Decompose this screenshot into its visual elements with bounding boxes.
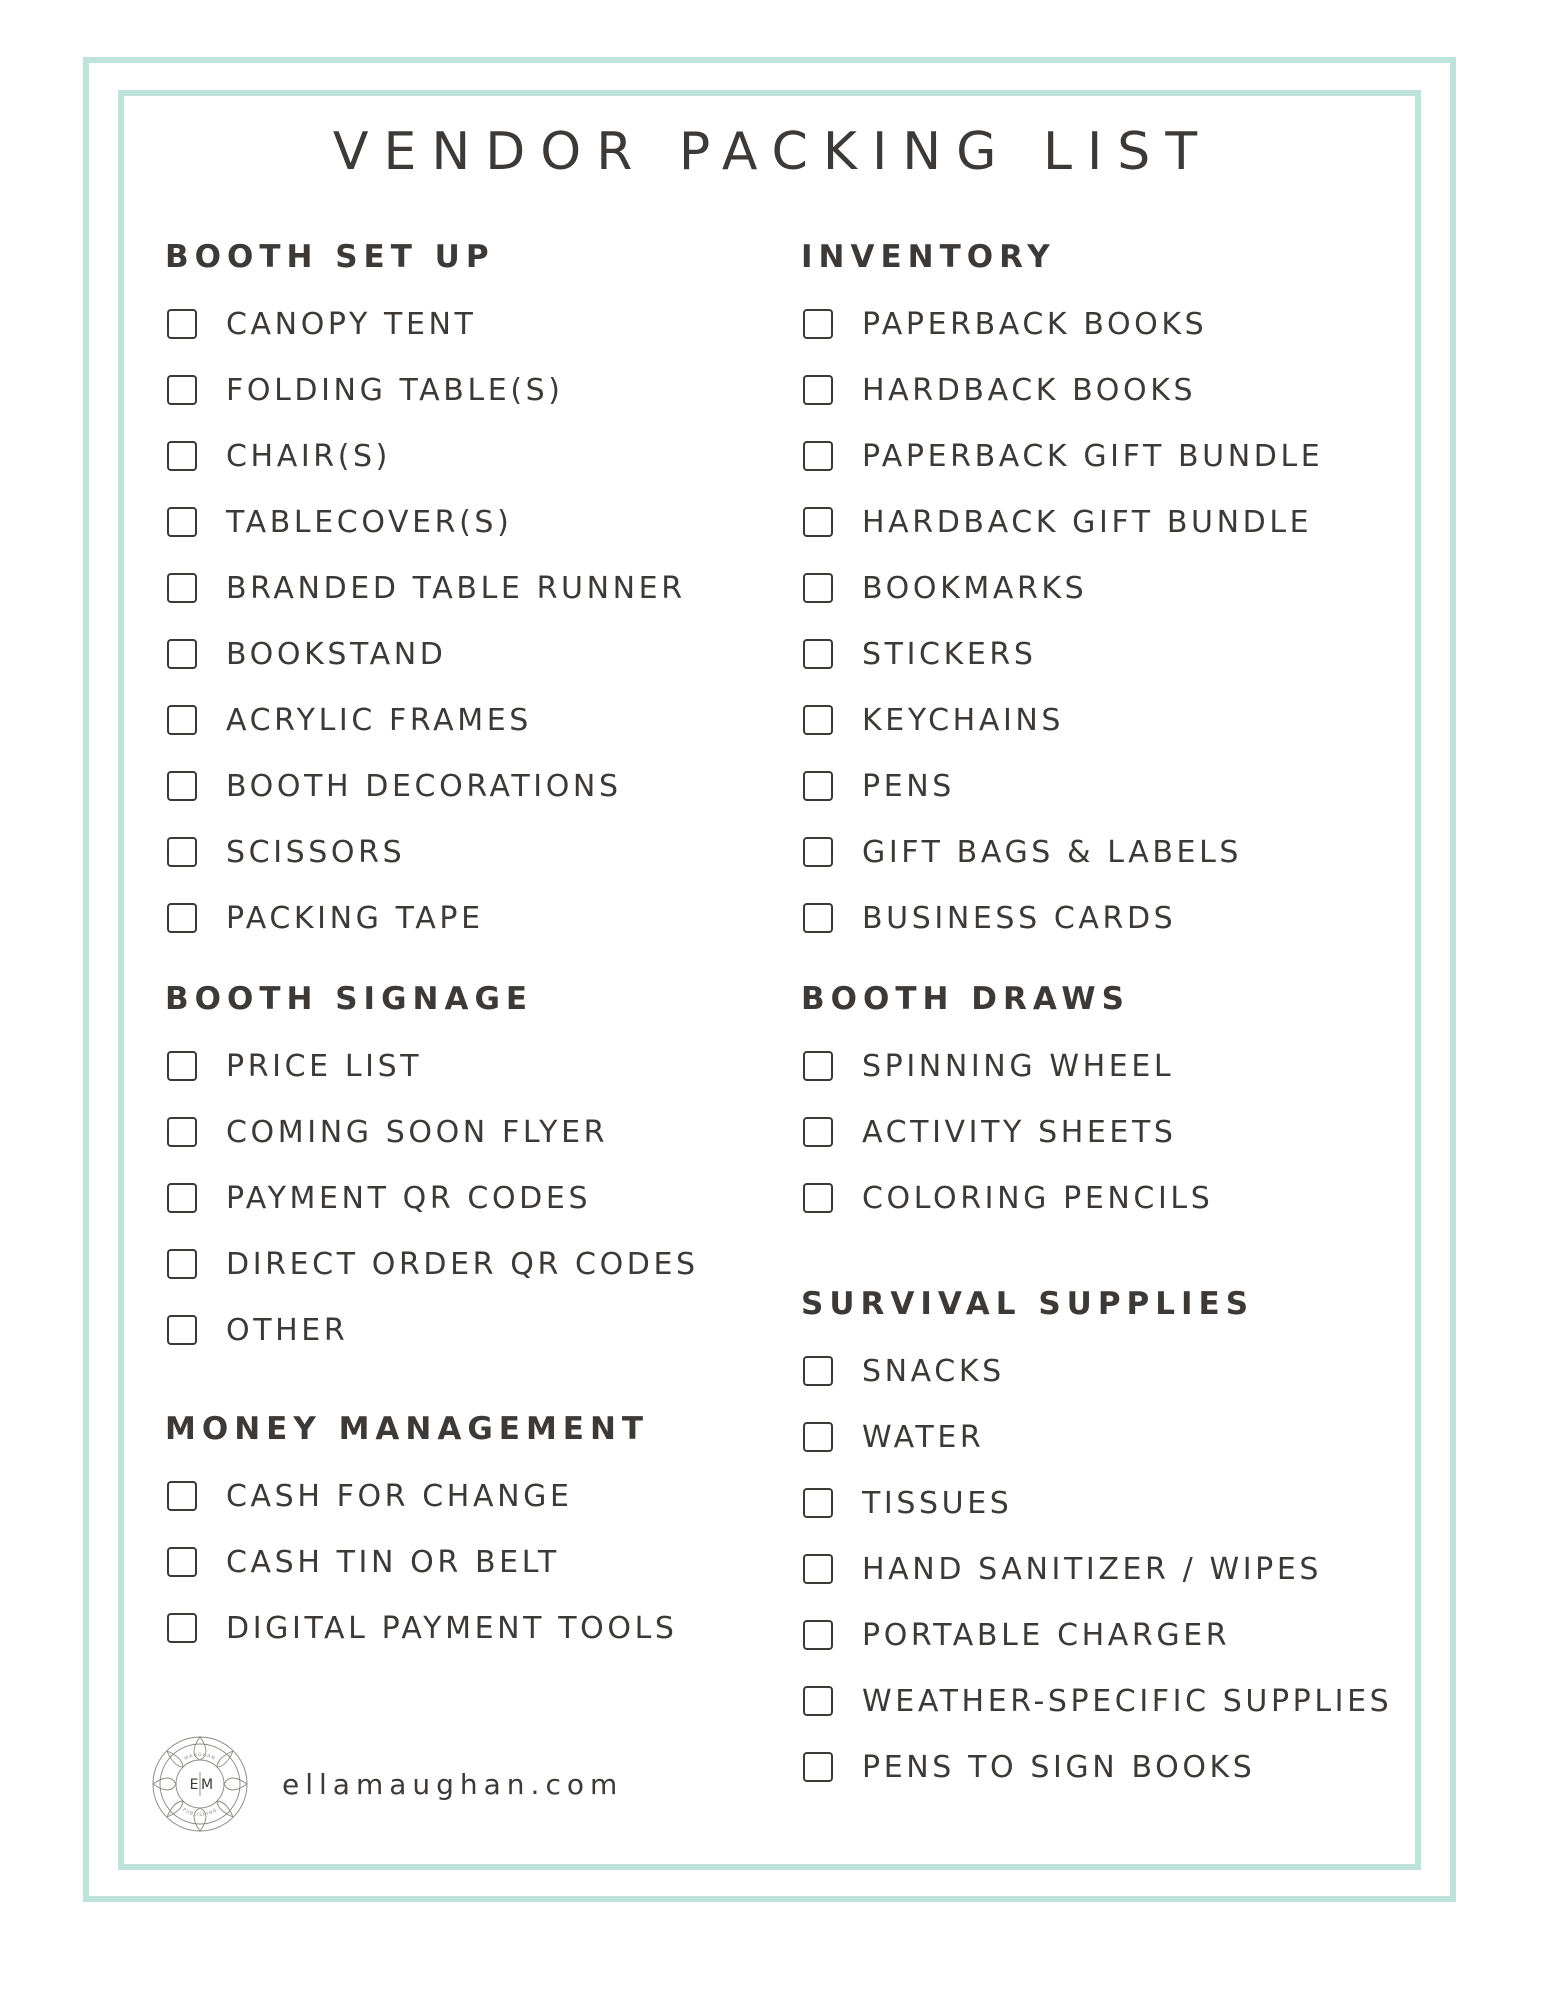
checkbox-icon[interactable]: [167, 1613, 197, 1643]
checklist-item: [801, 687, 1323, 753]
checkbox-icon[interactable]: [803, 771, 833, 801]
checkbox-icon[interactable]: [167, 1183, 197, 1213]
checklist-item: [801, 1404, 1392, 1470]
checklist-item: [165, 1165, 699, 1231]
checklist-item-label: HARDBACK GIFT BUNDLE: [862, 504, 1313, 540]
checklist-item: [801, 819, 1323, 885]
checkbox-icon[interactable]: [167, 639, 197, 669]
checkbox-icon[interactable]: [167, 507, 197, 537]
checklist-item: [801, 291, 1323, 357]
checkbox-icon[interactable]: [803, 507, 833, 537]
checkbox-icon[interactable]: [803, 1422, 833, 1452]
checkbox-icon[interactable]: [803, 1752, 833, 1782]
section-booth-signage: [165, 977, 699, 1363]
checklist-item-label: CHAIR(S): [226, 438, 391, 474]
checklist-item-label: STICKERS: [862, 636, 1037, 672]
checklist-item-label: KEYCHAINS: [862, 702, 1065, 738]
section-money-management: [165, 1407, 678, 1661]
checkbox-icon[interactable]: [803, 1117, 833, 1147]
section-booth-draws: [801, 977, 1213, 1231]
checklist-item: [165, 1595, 678, 1661]
checkbox-icon[interactable]: [167, 309, 197, 339]
checklist-item: [165, 687, 686, 753]
checkbox-icon[interactable]: [803, 1686, 833, 1716]
checkbox-icon[interactable]: [167, 573, 197, 603]
logo-initial-e: E: [189, 1777, 199, 1793]
checkbox-icon[interactable]: [167, 705, 197, 735]
checklist-item-label: CASH FOR CHANGE: [226, 1478, 573, 1514]
checklist-item-label: TABLECOVER(S): [226, 504, 513, 540]
checklist-item-label: CANOPY TENT: [226, 306, 477, 342]
checklist-item-label: OTHER: [226, 1312, 349, 1348]
checklist-item-label: TISSUES: [862, 1485, 1013, 1521]
checkbox-icon[interactable]: [167, 1051, 197, 1081]
section-booth-set-up: [165, 235, 686, 951]
section-heading: MONEY MANAGEMENT: [165, 1411, 650, 1447]
checklist-item-label: PAYMENT QR CODES: [226, 1180, 592, 1216]
checklist-item-label: HARDBACK BOOKS: [862, 372, 1197, 408]
checklist-item: [165, 357, 686, 423]
checkbox-icon[interactable]: [167, 837, 197, 867]
checkbox-icon[interactable]: [803, 1488, 833, 1518]
checklist-item: [801, 1734, 1392, 1800]
checklist-item: [801, 423, 1323, 489]
checklist-item-label: WATER: [862, 1419, 985, 1455]
logo-ring-top: MAUGHAN: [184, 1752, 216, 1762]
checklist-item: [801, 1470, 1392, 1536]
checkbox-icon[interactable]: [803, 1183, 833, 1213]
checklist-item-label: ACRYLIC FRAMES: [226, 702, 532, 738]
checkbox-icon[interactable]: [803, 1051, 833, 1081]
checklist-item: [165, 555, 686, 621]
checklist-item-label: SCISSORS: [226, 834, 406, 870]
checkbox-icon[interactable]: [803, 705, 833, 735]
checkbox-icon[interactable]: [803, 639, 833, 669]
checklist-item-label: HAND SANITIZER / WIPES: [862, 1551, 1323, 1587]
checkbox-icon[interactable]: [167, 771, 197, 801]
checklist-item: [801, 1165, 1213, 1231]
checklist-item: [801, 1668, 1392, 1734]
checkbox-icon[interactable]: [167, 1117, 197, 1147]
checklist-item-label: GIFT BAGS & LABELS: [862, 834, 1243, 870]
checklist-item-label: COMING SOON FLYER: [226, 1114, 609, 1150]
checklist-item-label: DIRECT ORDER QR CODES: [226, 1246, 699, 1282]
em-logo-icon: [150, 1734, 250, 1834]
checklist-item: [801, 555, 1323, 621]
checkbox-icon[interactable]: [167, 375, 197, 405]
checklist-item-label: BRANDED TABLE RUNNER: [226, 570, 686, 606]
checklist-item: [801, 1602, 1392, 1668]
checklist-item-label: PACKING TAPE: [226, 900, 484, 936]
svg-text:PUBLISHING: [181, 1807, 218, 1818]
checkbox-icon[interactable]: [803, 441, 833, 471]
checklist-item-label: COLORING PENCILS: [862, 1180, 1214, 1216]
checkbox-icon[interactable]: [167, 903, 197, 933]
logo-initial-m: M: [200, 1777, 214, 1793]
checklist-item-label: ACTIVITY SHEETS: [862, 1114, 1177, 1150]
checkbox-icon[interactable]: [803, 1356, 833, 1386]
checklist-item-label: DIGITAL PAYMENT TOOLS: [226, 1610, 678, 1646]
checklist-item: [801, 1536, 1392, 1602]
checklist-item: [165, 423, 686, 489]
checklist-item-label: BOOTH DECORATIONS: [226, 768, 622, 804]
checklist-item: [801, 1099, 1213, 1165]
checklist-item: [801, 621, 1323, 687]
section-inventory: [801, 235, 1323, 951]
checklist-item-label: FOLDING TABLE(S): [226, 372, 564, 408]
checklist-item: [165, 1529, 678, 1595]
section-heading: BOOTH SET UP: [165, 239, 495, 275]
checklist-item: [801, 357, 1323, 423]
checkbox-icon[interactable]: [803, 375, 833, 405]
checklist-item: [801, 489, 1323, 555]
checklist-item-label: PENS: [862, 768, 955, 804]
section-heading: INVENTORY: [801, 239, 1056, 275]
checklist-item: [165, 819, 686, 885]
checkbox-icon[interactable]: [167, 1481, 197, 1511]
checkbox-icon[interactable]: [803, 573, 833, 603]
section-heading: SURVIVAL SUPPLIES: [801, 1286, 1255, 1322]
checkbox-icon[interactable]: [803, 1620, 833, 1650]
section-survival-supplies: [801, 1282, 1392, 1800]
section-heading: BOOTH SIGNAGE: [165, 981, 534, 1017]
checklist-item: [165, 885, 686, 951]
checklist-item-label: PAPERBACK BOOKS: [862, 306, 1208, 342]
checklist-item: [165, 1297, 699, 1363]
section-heading: BOOTH DRAWS: [801, 981, 1130, 1017]
checklist-item: [801, 1033, 1213, 1099]
checkbox-icon[interactable]: [803, 903, 833, 933]
checklist-item-label: PENS TO SIGN BOOKS: [862, 1749, 1256, 1785]
checklist-item: [165, 753, 686, 819]
checklist-item: [165, 1033, 699, 1099]
checkbox-icon[interactable]: [803, 1554, 833, 1584]
checklist-item-label: PRICE LIST: [226, 1048, 423, 1084]
checklist-item-label: PAPERBACK GIFT BUNDLE: [862, 438, 1324, 474]
checklist-item: [165, 1463, 678, 1529]
website-link[interactable]: ellamaughan.com: [282, 1767, 624, 1801]
checkbox-icon[interactable]: [167, 1249, 197, 1279]
checklist-item: [165, 1231, 699, 1297]
logo-ring-bottom: PUBLISHING: [181, 1807, 219, 1819]
checkbox-icon[interactable]: [803, 837, 833, 867]
checklist-item: [801, 753, 1323, 819]
checklist-item: [801, 1338, 1392, 1404]
footer: [150, 1734, 623, 1834]
checklist-item-label: BOOKSTAND: [226, 636, 447, 672]
page-title: VENDOR PACKING LIST: [332, 122, 1213, 182]
checklist-item-label: SNACKS: [862, 1353, 1005, 1389]
checklist-item: [801, 885, 1323, 951]
checkbox-icon[interactable]: [167, 441, 197, 471]
checklist-item: [165, 489, 686, 555]
checklist-item: [165, 621, 686, 687]
checkbox-icon[interactable]: [167, 1547, 197, 1577]
checklist-item-label: BUSINESS CARDS: [862, 900, 1177, 936]
checklist-item-label: CASH TIN OR BELT: [226, 1544, 560, 1580]
checklist-item: [165, 291, 686, 357]
checklist-item-label: BOOKMARKS: [862, 570, 1088, 606]
checklist-item: [165, 1099, 699, 1165]
checklist-item-label: SPINNING WHEEL: [862, 1048, 1175, 1084]
checklist-item-label: PORTABLE CHARGER: [862, 1617, 1231, 1653]
checkbox-icon[interactable]: [167, 1315, 197, 1345]
checkbox-icon[interactable]: [803, 309, 833, 339]
checklist-item-label: WEATHER-SPECIFIC SUPPLIES: [862, 1683, 1393, 1719]
